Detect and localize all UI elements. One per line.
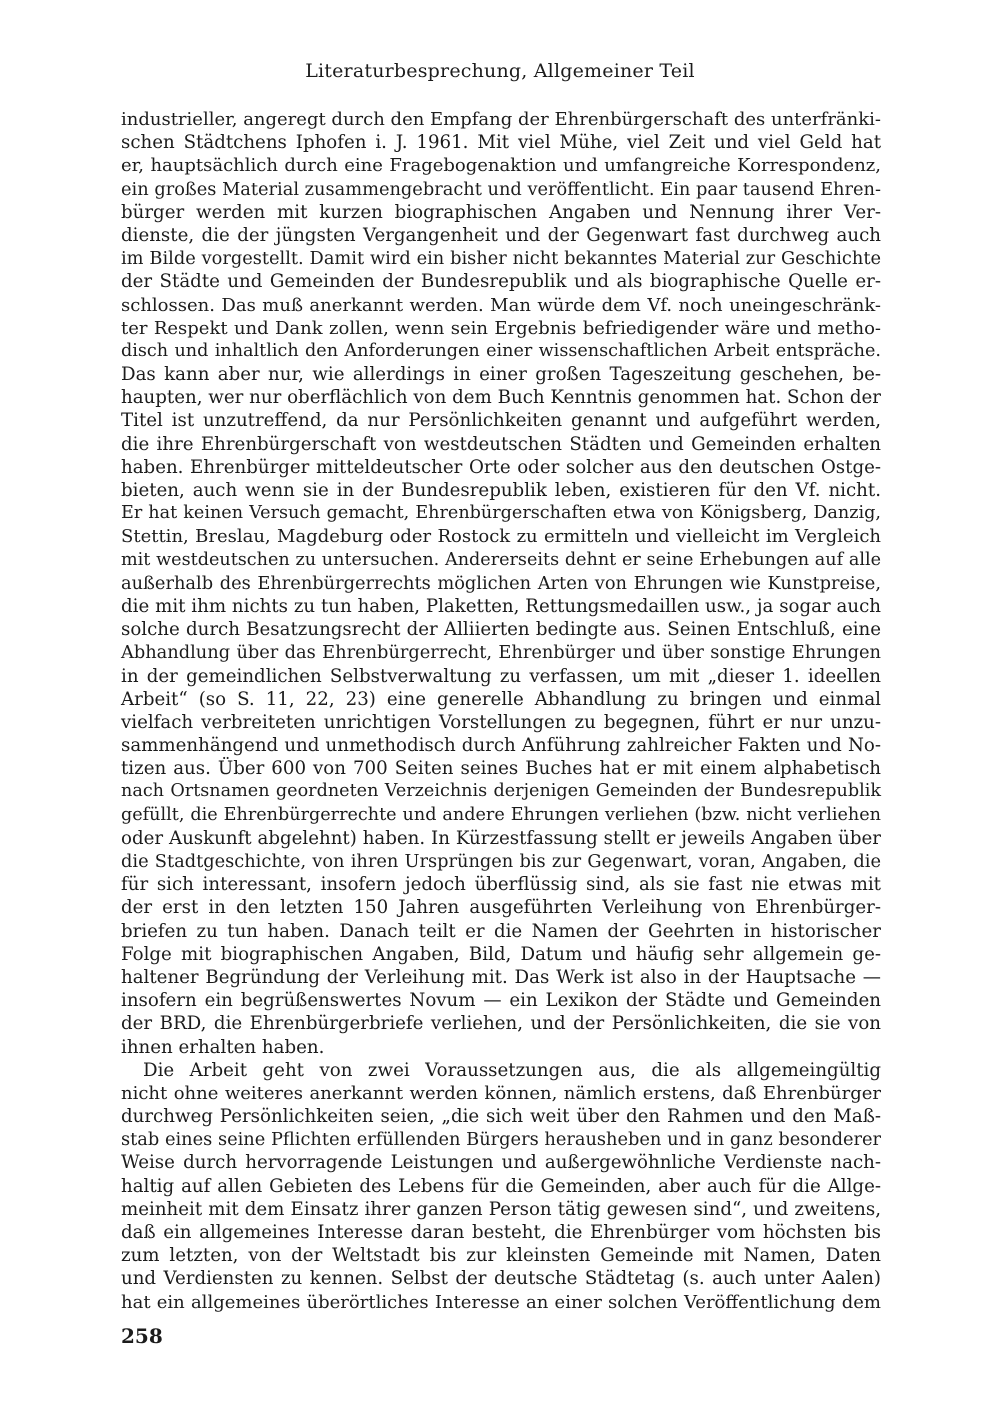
text-line: Titel ist unzutreffend, da nur Persönlichkeiten genannt und aufgeführt werden,: [121, 410, 881, 432]
text-line: zum letzten, von der Weltstadt bis zur kleinsten Gemeinde mit Namen, Daten: [121, 1245, 881, 1267]
text-line: und Verdiensten zu kennen. Selbst der deutsche Städtetag (s. auch unter Aalen): [121, 1268, 881, 1290]
paragraph-2: [121, 1059, 881, 1314]
text-line: der erst in den letzten 150 Jahren ausgeführten Verleihung von Ehrenbürger-: [121, 897, 881, 919]
text-line: disch und inhaltlich den Anforderungen einer wissenschaftlichen Arbeit entspräche.: [121, 340, 881, 361]
text-line: er, hauptsächlich durch eine Fragebogenaktion und umfangreiche Korrespondenz,: [121, 155, 881, 177]
text-line: Folge mit biographischen Angaben, Bild, Datum und häufig sehr allgemein ge-: [121, 943, 881, 965]
text-line: Arbeit“ (so S. 11, 22, 23) eine generelle Abhandlung zu bringen und einmal: [121, 688, 881, 710]
text-line: im Bilde vorgestellt. Damit wird ein bisher nicht bekanntes Material zur Geschichte: [121, 248, 881, 270]
text-line: meinheit mit dem Einsatz ihrer ganzen Person tätig gewesen sind“, und zweitens,: [121, 1198, 881, 1220]
text-line: hat ein allgemeines überörtliches Interesse an einer solchen Veröffentlichung dem: [121, 1291, 881, 1313]
text-line: haupten, wer nur oberflächlich von dem Buch Kenntnis genommen hat. Schon der: [121, 387, 881, 409]
text-line: nach Ortsnamen geordneten Verzeichnis derjenigen Gemeinden der Bundesrepublik: [121, 781, 881, 802]
text-line: stab eines seine Pflichten erfüllenden Bürgers herausheben und in ganz besonderer: [121, 1129, 881, 1151]
text-line: haben. Ehrenbürger mitteldeutscher Orte oder solcher aus den deutschen Ostge-: [121, 456, 881, 478]
text-line: die ihre Ehrenbürgerschaft von westdeutschen Städten und Gemeinden erhalten: [121, 433, 881, 455]
text-line: daß ein allgemeines Interesse daran besteht, die Ehrenbürger vom höchsten bis: [121, 1222, 881, 1243]
text-line: haltener Begründung der Verleihung mit. Das Werk ist also in der Hauptsache —: [121, 966, 881, 988]
running-head: Literaturbesprechung, Allgemeiner Teil: [305, 60, 695, 82]
text-line: tizen aus. Über 600 von 700 Seiten seines Buches hat er mit einem alphabetisch: [121, 758, 881, 780]
text-line: durchweg Persönlichkeiten seien, „die sich weit über den Rahmen und den Maß-: [121, 1106, 881, 1128]
text-line: Die Arbeit geht von zwei Voraussetzungen aus, die als allgemeingültig: [143, 1059, 881, 1081]
text-line: mit westdeutschen zu untersuchen. Andererseits dehnt er seine Erhebungen auf alle: [121, 549, 881, 570]
paragraph-1: [121, 108, 881, 1059]
text-line: die Stadtgeschichte, von ihren Ursprüngen bis zur Gegenwart, voran, Angaben, die: [121, 851, 881, 872]
text-line: bieten, auch wenn sie in der Bundesrepublik leben, existieren für den Vf. nicht.: [121, 480, 881, 501]
text-line: für sich interessant, insofern jedoch überflüssig sind, als sie fast nie etwas mit: [121, 874, 881, 896]
text-line: ihnen erhalten haben.: [121, 1036, 325, 1058]
text-line: dienste, die der jüngsten Vergangenheit und der Gegenwart fast durchweg auch: [121, 224, 881, 246]
text-line: vielfach verbreiteten unrichtigen Vorstellungen zu begegnen, führt er nur unzu-: [121, 711, 881, 733]
text-line: Das kann aber nur, wie allerdings in einer großen Tageszeitung geschehen, be-: [121, 364, 881, 386]
text-line: Stettin, Breslau, Magdeburg oder Rostock zu ermitteln und vielleicht im Vergleich: [121, 526, 881, 548]
text-line: gefüllt, die Ehrenbürgerrechte und andere Ehrungen verliehen (bzw. nicht verliehen: [121, 804, 881, 825]
page-number: 258: [121, 1324, 163, 1348]
text-line: insofern ein begrüßenswertes Novum — ein Lexikon der Städte und Gemeinden: [121, 990, 881, 1012]
text-line: nicht ohne weiteres anerkannt werden können, nämlich erstens, daß Ehrenbürger: [121, 1082, 881, 1104]
text-line: sammenhängend und unmethodisch durch Anführung zahlreicher Fakten und No-: [121, 735, 881, 757]
body-text: [121, 108, 881, 1314]
text-line: briefen zu tun haben. Danach teilt er die Namen der Geehrten in historischer: [121, 920, 881, 942]
text-line: Weise durch hervorragende Leistungen und außergewöhnliche Verdienste nach-: [121, 1152, 881, 1174]
text-line: Abhandlung über das Ehrenbürgerrecht, Ehrenbürger und über sonstige Ehrungen: [121, 642, 881, 664]
text-line: der Städte und Gemeinden der Bundesrepublik und als biographische Quelle er-: [121, 271, 881, 293]
text-line: die mit ihm nichts zu tun haben, Plaketten, Rettungsmedaillen usw., ja sogar auch: [121, 595, 881, 617]
text-line: oder Auskunft abgelehnt) haben. In Kürzestfassung stellt er jeweils Angaben über: [121, 827, 881, 849]
text-line: ein großes Material zusammengebracht und veröffentlicht. Ein paar tausend Ehren-: [121, 178, 881, 200]
text-line: bürger werden mit kurzen biographischen Angaben und Nennung ihrer Ver-: [121, 201, 881, 223]
text-line: solche durch Besatzungsrecht der Alliierten bedingte aus. Seinen Entschluß, eine: [121, 619, 881, 641]
text-line: industrieller, angeregt durch den Empfang der Ehrenbürgerschaft des unterfränki-: [121, 109, 881, 130]
text-line: ter Respekt und Dank zollen, wenn sein Ergebnis befriedigender wäre und metho-: [121, 317, 881, 339]
text-line: schen Städtchens Iphofen i. J. 1961. Mit viel Mühe, viel Zeit und viel Geld hat: [121, 132, 881, 154]
text-line: schlossen. Das muß anerkannt werden. Man würde dem Vf. noch uneingeschränk-: [121, 294, 881, 316]
text-line: der BRD, die Ehrenbürgerbriefe verliehen, und der Persönlichkeiten, die sie von: [121, 1013, 881, 1035]
text-line: Er hat keinen Versuch gemacht, Ehrenbürgerschaften etwa von Königsberg, Danzig,: [121, 503, 881, 524]
text-line: haltig auf allen Gebieten des Lebens für die Gemeinden, aber auch für die Allge-: [121, 1175, 881, 1197]
text-line: außerhalb des Ehrenbürgerrechts möglichen Arten von Ehrungen wie Kunstpreise,: [121, 572, 881, 594]
text-line: in der gemeindlichen Selbstverwaltung zu verfassen, um mit „dieser 1. ideellen: [121, 665, 881, 687]
